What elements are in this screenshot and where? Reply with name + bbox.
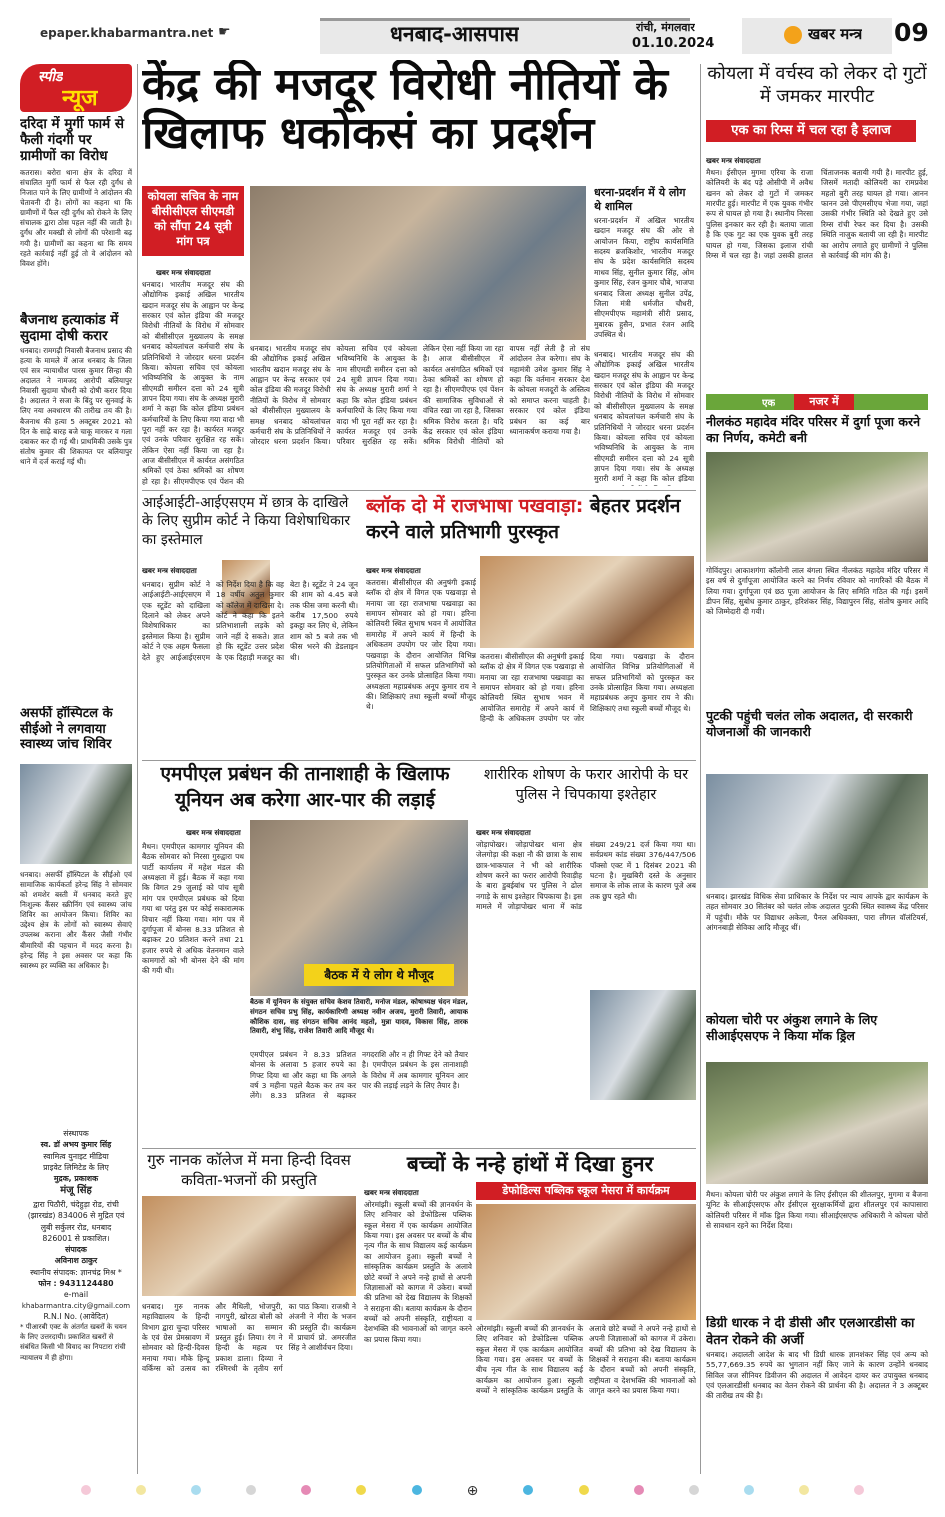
posco-headline: शारीरिक शोषण के फरार आरोपी के घर पुलिस ने चिपकाया इश्तेहार [483,767,689,803]
imprint-line: R.N.I No. (आवेदित) [43,1311,109,1321]
imprint-line: e-mail [63,1290,89,1300]
imprint-line: 826001 से प्रकाशित। [42,1233,110,1243]
speed-news-badge [20,64,132,112]
row-divider [142,490,696,491]
nazar-label: नजर में [794,394,854,410]
lead-byline: खबर मन्त्र संवाददाता [156,268,211,277]
lead-headline: केंद्र की मजदूर विरोधी नीतियों के खिलाफ धकोकसं का प्रदर्शन [142,60,668,160]
registration-dot-icon [191,1485,201,1495]
iit-body: धनबाद। सुप्रीम कोर्ट ने आईआईटी-आईएसएम में एक स्टूडेंट को दाखिला दिलाने को लेकर अपने विशेषाधिकार का इस्तेमाल किया है। सुप्रीम कोर्ट ने एक अहम फैसला देते हुए आईआईएसएम को निर्देश दिया है कि वह 18 वर्षीय अतुल कुमार को कॉलेज में दाखिला दे। कोर्ट ने कहा कि इतने प्रतिभाशाली लड़के को जाने नहीं दे सकते। ज्ञात हो कि स्टूडेंट उत्तर प्रदेश के एक दिहाड़ी मजदूर का बेटा है। स्टूडेंट ने 24 जून की शाम को 4.45 बजे तक फीस जमा करनी थी। करीब 17,500 रुपये इकट्ठा कर लिए थे, लेकिन शाम को 5 बजे तक भी फीस भरने की डेडलाइन थी। [142,580,358,662]
rajbhasha-headline-black: बेहतर प्रदर्शन करने वाले प्रतिभागी पुरस्कृत [366,495,681,543]
mock-drill-photo [706,1062,928,1184]
registration-dot-icon [81,1485,91,1495]
imprint-line: मुद्रक, प्रकाशक [53,1174,99,1184]
college-photo [142,1196,356,1296]
kids-photo [476,1204,696,1320]
speed-news-2-title: बैजनाथ हत्याकांड में सुदामा दोषी करार [20,312,119,345]
kids-body-2: ओरमांझी। स्कूली बच्चों की ज्ञानवर्धन के लिए शनिवार को डेफोडिल्स पब्लिक स्कूल मेसरा में एक कार्यक्रम आयोजित किया गया। इस अवसर पर बच्चों के बीच नृत्य गीत के साथ विद्यालय कई कार्यक्रम का आयोजन हुआ। स्कूली बच्चों ने सांस्कृतिक कार्यक्रम प्रस्तुति के अलावे छोटे बच्चों ने अपने नन्हे हाथों से अपनी जिज्ञासाओं को कागज में उकेरा। बच्चों की प्रतिभा को देख विद्यालय के शिक्षकों ने सराहना की। बताया कार्यक्रम के दौरान बच्चों को अपनी संस्कृति, राष्ट्रीयता व देशभक्ति की भावनाओं को जागृत करने का प्रयास किया गया। [476,1324,696,1396]
kids-headline: बच्चों के नन्हे हांथों में दिखा हुनर [406,1152,654,1176]
news-label: न्यूज [62,86,98,111]
lead-highlight: कोयला सचिव के नाम बीसीसीएल सीएमडी को सौंपा 24 सूत्री मांग पत्र [142,186,244,256]
page-number: 09 [894,18,929,47]
rajbhasha-headline [366,494,696,545]
imprint-line: प्राइवेट लिमिटेड के लिए [43,1162,109,1172]
page-header [0,0,945,58]
imprint-line: स्थानीय संपादक: ज्ञानचंद्र मिश्र * [30,1267,122,1277]
imprint-line: स्व. डॉ अभय कुमार सिंह [40,1140,112,1150]
imprint-line: संपादक [65,1245,87,1255]
date: 01.10.2024 [632,36,715,51]
kids-body: ओरमांझी। स्कूली बच्चों की ज्ञानवर्धन के लिए शनिवार को डेफोडिल्स पब्लिक स्कूल मेसरा में एक कार्यक्रम आयोजित किया गया। इस अवसर पर बच्चों के बीच नृत्य गीत के साथ विद्यालय कई कार्यक्रम का आयोजन हुआ। स्कूली बच्चों ने सांस्कृतिक कार्यक्रम प्रस्तुति के अलावे छोटे बच्चों ने अपने नन्हे हाथों से अपनी जिज्ञासाओं को कागज में उकेरा। बच्चों की प्रतिभा को देख विद्यालय के शिक्षकों ने सराहना की। बताया कार्यक्रम के दौरान बच्चों को अपनी संस्कृति, राष्ट्रीयता व देशभक्ति की भावनाओं को जागृत करने का प्रयास किया गया। [364,1200,472,1344]
mpl-body: मैथन। एमपीएल कामगार यूनियन की बैठक सोमवार को निरसा गुरुद्वारा पथ पार्टी कार्यालय में महेश मंडल की अध्यक्षता में हुई। बैठक में कहा गया कि विगत 29 जुलाई को पांच सूत्री मांग पत्र एमपीएल प्रबंधक को दिया गया था परंतु इस पर कोई सकारात्मक विचार नहीं किया गया। मांग पत्र में दुर्गापूजा में बोनस 8.33 प्रतिशत से बढ़ाकर 20 प्रतिशत करने तथा 21 हजार रुपये से अधिक वेतनमान वाले कामगारों को भी बोनस देने की मांग की गयी थी। [142,842,244,976]
registration-dot-icon [854,1485,864,1495]
lead-side-body-more: धनबाद। भारतीय मजदूर संघ की औद्योगिक इकाई अखिल भारतीय खदान मजदूर संघ के आह्वान पर केन्द्र सरकार एवं कोल इंडिया की मजदूर विरोधी नीतियों के विरोध में सोमवार को बीसीसीएल मुख्यालय के समक्ष धनबाद कोयलांचल कर्मचारी संघ के प्रतिनिधियों ने जोरदार धरना प्रदर्शन किया। कोयला सचिव एवं कोयला भविष्यनिधि के आयुक्त के नाम सीएमडी समीरन दत्ता को 24 सूत्री ज्ञापन दिया गया। संघ के अध्यक्ष मुरारी शर्मा ने कहा कि कोल इंडिया [594,350,694,484]
imprint-line: स्वामित्व युनाइट मीडिया [43,1151,109,1161]
coal-fight-body: मैथन। ईसीएल मुगमा एरिया के राजा कोलियरी के बंद पड़े ओसीपी में अवैध खनन को लेकर दो गुटों में जमकर मारपीट हुई। मारपीट में एक युवक गंभीर रूप से घायल हो गया है। स्थानीय निरसा पुलिस इनकार कर रही है। बताया जाता है कि एक गुट का एक युवक बुरी तरह घायल हो गया, जिसका इलाज रांची रिम्स में चल रहा है। जहां उसकी हालत चिंताजनक बतायी गयी है। मारपीट हुई, जिसमें मतादी कोलियरी का रामप्रवेश महतो बुरी तरह घायल हो गया। आनन फानन उसे पीएमसीएच भेजा गया, जहां उसकी गंभीर स्थिति को देखते हुए उसे रिम्स रांची रेफर कर दिया है। उसकी स्थिति नाजुक बतायी जा रही है। मारपीट का आरोप लगाते हुए ग्रामीणों ने पुलिस से कार्रवाई की मांग की है। [706,168,928,260]
column-divider [700,64,701,1474]
coal-fight-subheadline: एक का रिम्स में चल रहा है इलाज [706,120,916,142]
brand-logo-icon [784,26,802,44]
registration-dot-icon [634,1485,644,1495]
section-title: धनबाद-आसपास [390,22,520,46]
coal-fight-headline: कोयला में वर्चस्व को लेकर दो गुटों में जमकर मारपीट [707,63,927,108]
coal-fight-byline: खबर मन्त्र संवाददाता [706,156,761,165]
cursor-icon: ☛ [218,24,231,40]
registration-dot-icon [136,1485,146,1495]
kids-byline: खबर मन्त्र संवाददाता [364,1188,419,1197]
registration-dot-icon [356,1485,366,1495]
nazar-3-body: मैथन। कोयला चोरी पर अंकुश लगाने के लिए ईसीएल की शीतलपुर, मुगमा व बैजना यूनिट के सीआईएसएफ और ईसीएल सुरक्षाकर्मियों द्वारा शीतलपुर एवं कापासारा कोलियरी परिसर में मॉक ड्रिल किया गया। सीआईएसएफ अधिकारी ने कोयला चोरों से सावधान रहने का निर्देश दिया। [706,1190,928,1231]
crosshair-icon: ⊕ [466,1483,479,1499]
nazar-1-title: नीलकंठ महादेव मंदिर परिसर में दुर्गा पूजा करने का निर्णय, कमेटी बनी [706,414,921,446]
mpl-headline: एमपीएल प्रबंधन की तानाशाही के खिलाफ यूनियन अब करेगा आर-पार की लड़ाई [160,763,450,811]
speed-news-3-body: धनबाद। असर्फी हॉस्पिटल के सीईओ एवं सामाजिक कार्यकर्ता हरेन्द्र सिंह ने सोमवार को शमशेर बस्ती में धनबाद करते हुए निःशुल्क कैंसर स्क्रीनिंग एवं स्वास्थ्य जांच शिविर का आयोजन किया। शिविर का उद्देश्य क्षेत्र के लोगों को स्वास्थ्य सेवाएं उपलब्ध कराना और कैंसर जैसी गंभीर बीमारियों की पहचान में मदद करना है। हरेन्द्र सिंह ने इस अवसर पर कहा कि स्वास्थ्य हर व्यक्ति का अधिकार है। [20,870,132,970]
police-photo [590,990,696,1100]
column-divider [137,64,138,1474]
footer-color-bar [0,1480,945,1500]
gurunanak-headline: गुरु नानक कॉलेज में मना हिन्दी दिवस कविता-भजनों की प्रस्तुति [147,1151,351,1190]
imprint-line: द्वारा पिठौरी, चंदेहुड़ा रोड, रांची [33,1199,119,1209]
imprint-line: * पीआरबी एक्ट के अंतर्गत खबरों के चयन के लिए उत्तरदायी। प्रकाशित खबरों से संबंधित किसी भी विवाद का निपटारा रांची न्यायालय में ही होगा। [20,1323,127,1362]
nazar-4-title: डिग्री धारक ने दी डीसी और एलआरडीसी का वेतन रोकने की अर्जी [706,1316,915,1348]
registration-dot-icon [689,1485,699,1495]
speed-news-1-title: दरिदा में मुर्गी फार्म से फैली गंदगी पर ग्रामीणों का विरोध [20,116,124,165]
registration-dot-icon [799,1485,809,1495]
rajbhasha-body: कतरास। बीसीसीएल की अनुषंगी इकाई ब्लॉक दो क्षेत्र में विगत एक पखवाड़ा से मनाया जा रहा राजभाषा पखवाड़ा का समापन सोमवार को हो गया। हरिना कोलियरी स्थित सुभाष भवन में आयोजित समारोह में अपने कार्य में हिन्दी के अधिकतम उपयोग पर जोर दिया गया। पखवाड़ा के दौरान आयोजित विभिन्न प्रतियोगिताओं में सफल प्रतिभागियों को पुरस्कृत कर उनके प्रोत्साहित किया गया। अध्यक्षता महाप्रबंधक अनूप कुमार राय ने की। शिक्षिकाएं तथा स्कूली बच्चों मौजूद थे। [366,578,476,712]
speed-label: स्पीड [38,69,63,85]
health-camp-photo [20,764,132,864]
registration-dot-icon [301,1485,311,1495]
row-divider [142,1148,696,1149]
registration-dot-icon [412,1485,422,1495]
imprint-line: फोन : 9431124480 [38,1279,114,1289]
imprint-line: मंजू सिंह [60,1185,92,1197]
mpl-photo-caption: बैठक में ये लोग थे मौजूद [304,964,454,986]
mpl-caption-detail: बैठक में यूनियन के संयुक्त सचिव केशव तिवारी, मनोज मंडल, कोषाध्यक्ष चंदन मंडल, संगठन सचिव प्रभु सिंह, कार्यकारिणी अध्यक्ष नवीन अजय, मुरारी तिवारी, आयाक कौशिक दास, सह संगठन सचिव आनंद महतो, मुन्ना यादव, विकास सिंह, तारक तिवारी, शंभु सिंह, राजेश तिवारी आदि मौजूद थे। [250,998,468,1036]
temple-meeting-photo [706,452,928,562]
lok-adalat-photo [706,774,928,888]
rajbhasha-headline-red: ब्लॉक दो में राजभाषा पखवाड़ा: [366,495,584,517]
posco-body: जोड़ापोखर। जोड़ापोखर थाना क्षेत्र जेलगोड़ा की कक्षा नौ की छात्रा के साथ छात्र-भाकपाल ने भी को शारीरिक शोषण करने का फरार आरोपी रिवाड़ीह के बारा डुबईबांध पर पुलिस ने ढोल नगाड़े के साथ इश्तेहार चिपकाया है। इस मामले में जोड़ापोखर थाना में कांड संख्या 249/21 दर्ज किया गया था। सर्वप्रथम कांड संख्या 376/447/506 पॉक्सो एक्ट में 1 दिसंबर 2021 की घटना है। मुखबिरी दस्ते के अनुसार समाज के लोक लाज के कारण पूजे अब तक छुप रहते थी। [476,840,696,912]
protest-photo [250,186,586,340]
city-day: रांची, मंगलवार [636,21,695,34]
lead-side-title: धरना-प्रदर्शन में ये लोग थे शामिल [594,186,686,214]
nazar-4-body: धनबाद। अदालती आदेश के बाद भी डिग्री धारक ज्ञानशंकर सिंह एवं अन्य को 55,77,669.35 रुपये का भुगतान नहीं किए जाने के कारण उन्होंने धनबाद सिविल जज सीनियर डिवीजन की अदालत में आवेदन दायर कर उपायुक्त धनबाद एवं एलआरडीसी धनबाद का वेतन रोकने की प्रार्थना की है। अदालत ने 3 अक्टूबर की तारीख तय की है। [706,1350,928,1401]
iit-headline: आईआईटी-आईएसएम में छात्र के दाखिले के लिए सुप्रीम कोर्ट ने किया विशेषाधिकार का इस्तेमाल [142,495,351,548]
imprint-box [20,1128,132,1468]
rajbhasha-body-2: कतरास। बीसीसीएल की अनुषंगी इकाई ब्लॉक दो क्षेत्र में विगत एक पखवाड़ा से मनाया जा रहा राजभाषा पखवाड़ा का समापन सोमवार को हो गया। हरिना कोलियरी स्थित सुभाष भवन में आयोजित समारोह में अपने कार्य में हिन्दी के अधिकतम उपयोग पर जोर दिया गया। पखवाड़ा के दौरान आयोजित विभिन्न प्रतियोगिताओं में सफल प्रतिभागियों को पुरस्कृत कर उनके प्रोत्साहित किया गया। अध्यक्षता महाप्रबंधक अनूप कुमार राय ने की। शिक्षिकाएं तथा स्कूली बच्चों मौजूद थे। [480,652,694,724]
imprint-line: संस्थापक [63,1129,89,1138]
imprint-line: लुबी सर्कुलर रोड, धनबाद [40,1222,112,1232]
ek-nazar-band [706,394,928,410]
award-photo [480,556,694,648]
lead-body-bottom: धनबाद। भारतीय मजदूर संघ की औद्योगिक इकाई अखिल भारतीय खदान मजदूर संघ के आह्वान पर केन्द्र सरकार एवं कोल इंडिया की मजदूर विरोधी नीतियों के विरोध में सोमवार को बीसीसीएल मुख्यालय के समक्ष धनबाद कोयलांचल कर्मचारी संघ के प्रतिनिधियों ने जोरदार धरना प्रदर्शन किया। कोयला सचिव एवं कोयला भविष्यनिधि के आयुक्त के नाम सीएमडी समीरन दत्ता को 24 सूत्री ज्ञापन दिया गया। संघ के अध्यक्ष मुरारी शर्मा ने कहा कि कोल इंडिया प्रबंधन कर्मचारियों के लिए किया गया वादा भी पूरा नहीं कर रहा है। कार्यरत मजदूर एवं उनके परिवार सुरक्षित रह सकें। लेकिन ऐसा नहीं किया जा रहा है। आज बीसीसीएल में कार्यरत असंगठित श्रमिकों एवं ठेका श्रमिकों का शोषण हो रहा है। सीएमपीएफ एवं पेंशन की सामाजिक सुविधाओं से वंचित रखा जा रहा है, जिसका श्रमिक विरोध करता है। यदि केंद्र सरकार एवं कोल इंडिया श्रमिक विरोधी नीतियों को वापस नहीं लेती है तो संघ आंदोलन तेज करेगा। संघ के महामंत्री उमेश कुमार सिंह ने कहा कि वर्तमान सरकार देश के कोयला मजदूरों के अस्तित्व को समाप्त करना चाहती है। सरकार एवं कोल इंडिया प्रबंधन का कई बार ध्यानाकर्षण कराया गया है। [250,344,590,447]
speed-news-2-body: धनबाद। रामगढ़ी निवासी बैजनाथ प्रसाद की हत्या के मामले में आज धनबाद के जिला एवं सत्र न्यायाधीश पारस कुमार सिन्हा की अदालत ने नामजद आरोपी बलियापुर निवासी सुदामा चौधरी को दोषी करार दिया है। अदालत ने सजा के बिंदु पर सुनवाई के लिए नया अवधारण की तारीख तय की है। बैजनाथ की हत्या 5 अक्टूबर 2021 को दिन के साढ़े बारह बजे चाकू मारकर व गला दबाकर कर दी गई थी। प्राथमिकी उसके पुत्र संतोष कुमार की शिकायत पर बलियापुर थाने में दर्ज कराई गई थी। [20,346,132,466]
registration-dot-icon [579,1485,589,1495]
brand-name: खबर मन्त्र [808,25,863,43]
lead-body-col1: धनबाद। भारतीय मजदूर संघ की औद्योगिक इकाई अखिल भारतीय खदान मजदूर संघ के आह्वान पर केन्द्र सरकार एवं कोल इंडिया की मजदूर विरोधी नीतियों के विरोध में सोमवार को बीसीसीएल मुख्यालय के समक्ष धनबाद कोयलांचल कर्मचारी संघ के प्रतिनिधियों ने जोरदार धरना प्रदर्शन किया। कोयला सचिव एवं कोयला भविष्यनिधि के आयुक्त के नाम सीएमडी समीरन दत्ता को 24 सूत्री ज्ञापन दिया गया। संघ के अध्यक्ष मुरारी शर्मा ने कहा कि कोल इंडिया प्रबंधन कर्मचारियों के लिए किया गया वादा भी पूरा नहीं कर रहा है। कार्यरत मजदूर एवं उनके परिवार सुरक्षित रह सकें। लेकिन ऐसा नहीं किया जा रहा है। आज बीसीसीएल में कार्यरत असंगठित श्रमिकों एवं ठेका श्रमिकों का शोषण हो रहा है। सीएमपीएफ एवं पेंशन की [142,280,244,486]
nazar-2-body: धनबाद। झारखंड विधिक सेवा प्राधिकार के निर्देश पर न्याय आपके द्वार कार्यक्रम के तहत सोमवार 30 सितंबर को चलंत लोक अदालत पुटकी स्थित स्वास्थ्य केंद्र परिसर में पहुंची। मौके पर विद्याधर अकेला, पैनल अधिवक्ता, पारा लीगल वॉलंटियर्स, आंगनबाड़ी सेविका आदि मौजूद थीं। [706,892,928,933]
mpl-byline: खबर मन्त्र संवाददाता [186,828,241,837]
registration-dot-icon [246,1485,256,1495]
nazar-1-body: गोविंदपुर। आकाशगंगा कॉलोनी लाल बंगला स्थित नीलकंठ महादेव मंदिर परिसर में इस वर्ष से दुर्गापूजा आयोजित करने का निर्णय रविवार को नागरिकों की बैठक में लिया गया। दुर्गापूजा एवं छठ पूजा आयोजन के लिए समिति गठित की गई। इसमें डीपन सिंह, सुबोध कुमार ठाकुर, हरिशंकर सिंह, विद्यापुरन सिंह, संतोष कुमार आदि को जिम्मेदारी दी गयी। [706,566,928,617]
gurunanak-body: धनबाद। गुरु नानक महाविद्यालय के हिन्दी विभाग द्वारा चुन्दा परिसर के एवं ग्रेस प्रेमस्रावण में सोमवार को हिन्दी-दिवस मनाया गया। मौके हिन्दू वर्किंग्स को उत्सव का और मैथिली, भोजपुरी, नागपुरी, खोरठा बोली को भाषाओं का सम्मान प्रस्तुत हुई। लिया। रंग ने हिन्दी के महत्व पर प्रकाश डाला। दिव्या ने रश्मिरथी के तृतीय सर्ग का पाठ किया। राजश्री ने अंजनी ने मीरा के भजन की प्रस्तुति दी। कार्यक्रम में प्राचार्य प्रो. अमरजीत सिंह ने आशीर्वचन दिया। [142,1302,356,1374]
imprint-line: अविनाश ठाकुर [54,1256,98,1266]
lead-side-body: धरना-प्रदर्शन में अखिल भारतीय खदान मजदूर संघ की ओर से आयोजन किया, राष्ट्रीय कार्यसमिति सदस्य ब्रजकिशोर, भारतीय मजदूर संघ के प्रदेश कार्यसमिति सदस्य माधव सिंह, सुनील कुमार सिंह, ओम कुमार सिंह, रंजन कुमार चौबे, भाजपा धनबाद जिला अध्यक्ष सुनील उपेंद्र, जिला मंत्री धर्मजीत चौधरी, सीएमपीएफ महामंत्री सीरी प्रसाद, मुबारक हुसैन, प्रभात रंजन आदि उपस्थित थे। [594,216,694,339]
iit-byline: खबर मन्त्र संवाददाता [142,566,197,575]
mpl-body-2: एमपीएल प्रबंधन ने 8.33 प्रतिशत बोनस के अलावा 5 हजार रुपये का गिफ्ट दिया था और कहा था कि अगले वर्ष 3 महीना पहले बैठक कर तय कर लेंगे। 8.33 प्रतिशत से बढ़ाकर नगदराशि और न ही गिफ्ट देने को तैयार है। एमपीएल प्रबंधन के इस तानाशाही के विरोध में अब कामगार यूनियन आर पार की लड़ाई लड़ने के लिए तैयार है। [250,1050,468,1101]
row-divider [142,760,696,761]
ek-label: एक [762,398,776,409]
speed-news-1-body: कतरास। बरोरा थाना क्षेत्र के दरिदा में संचालित मुर्गी फार्म से फैल रही दुर्गंध से निजात पाने के लिए ग्रामीणों ने आंदोलन की चेतावनी दी है। लोगों का कहना था कि ग्रामीणों में फैल रही दुर्गंध को रोकने के लिए संचालक द्वारा ठोस पहल नहीं की जाती है। दुर्गंध और मक्खी से लोगों की परेशानी बढ़ गयी है। ग्रामीणों का कहना था कि समय रहते कार्रवाई नहीं हुई तो वे आंदोलन को विवश होंगे। [20,168,132,268]
speed-news-3-title: असर्फी हॉस्पिटल के सीईओ ने लगवाया स्वास्थ्य जांच शिविर [20,706,113,753]
nazar-2-title: पुटकी पहुंची चलंत लोक अदालत, दी सरकारी योजनाओं की जानकारी [706,708,913,740]
imprint-line: (झारखंड) 834006 से मुद्रित एवं [27,1211,125,1221]
registration-dot-icon [523,1485,533,1495]
nazar-3-title: कोयला चोरी पर अंकुश लगाने के लिए सीआईएसएफ ने किया मॉक ड्रिल [706,1012,878,1044]
registration-dot-icon [744,1485,754,1495]
kids-subheadline: डेफोडिल्स पब्लिक स्कूल मेसरा में कार्यक्रम [476,1182,696,1200]
posco-byline: खबर मन्त्र संवाददाता [476,828,531,837]
rajbhasha-byline: खबर मन्त्र संवाददाता [366,566,421,575]
site-url[interactable]: epaper.khabarmantra.net [40,26,214,40]
imprint-email[interactable]: khabarmantra.city@gmail.com [21,1301,131,1310]
